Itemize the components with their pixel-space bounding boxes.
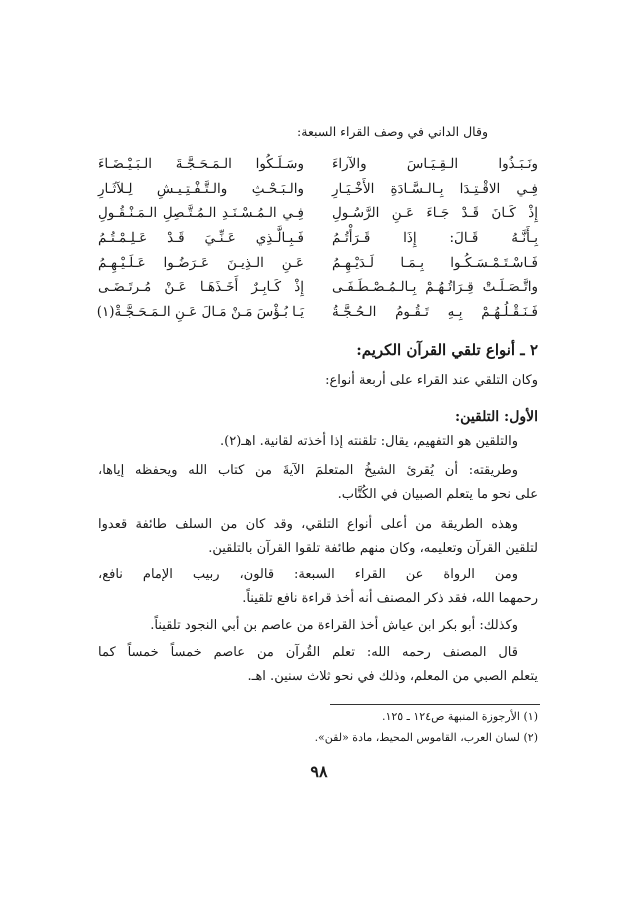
text-line: رحمهما الله، فقد ذكر المصنف أنه أخذ قراءة نافع تلقيناً. — [242, 591, 538, 606]
intro-line: وقال الداني في وصف القراء السبعة: — [297, 124, 488, 139]
subsection-heading: الأول: التلقين: — [455, 409, 538, 425]
text-line: على نحو ما يتعلم الصبيان في الكُتَّاب. — [337, 487, 538, 502]
footnote-separator — [330, 704, 540, 705]
verse-second-hemistich: عَـنِ الـذِيـنَ عَـرَضُـوا عَـلَـيْـهِـمُ — [98, 254, 304, 271]
verse-first-hemistich: واتَّـصَـلَـتْ قِـرَاتُـهُـمْ بِـالـمُـصْـطَـفَـى — [332, 279, 538, 296]
text-line: وكذلك: أبو بكر ابن عياش أخذ القراءة من عاصم بن أبي النجود تلقيناً. — [150, 618, 518, 633]
poem-verse — [98, 300, 538, 325]
verse-first-hemistich: إِذْ كَـانَ قَـدْ جَـاءَ عَـنِ الرَّسُـولِ — [332, 205, 538, 222]
verse-first-hemistich: بِـأَنَّـهُ قَـالَ: إِذَا قَـرَأْتُـمُ — [332, 230, 538, 247]
poem-verse — [98, 152, 538, 177]
page-number: ٩٨ — [310, 762, 328, 781]
verse-second-hemistich: والـبَـحْـثِ والـتَّـفْـتِـيـشِ لِـلآثَـارِ — [98, 180, 304, 197]
poem — [98, 152, 538, 324]
verse-first-hemistich: فَـنَـقْـلُـهُـمْ بِـهِ تَـقُـومُ الـحُـجَّـةُ — [332, 303, 538, 320]
poem-verse — [98, 250, 538, 275]
paragraph-method — [98, 459, 538, 507]
verse-first-hemistich: ونَـبَـذُوا الـقِـيَـاسَ والآراءَ — [332, 156, 538, 173]
verse-first-hemistich: فَـاسْـتَـمْـسَـكُـوا بِـمَـا لَـدَيْـهِـمُ — [332, 254, 538, 271]
footnote: (٢) لسان العرب، القاموس المحيط، مادة «لقن». — [314, 731, 538, 744]
text-line: لتلقين القرآن وتعليمه، وكان منهم طائفة تلقوا القرآن بالتلقين. — [208, 541, 538, 556]
verse-second-hemistich: يَـا بُـؤْسَ مَـنْ مَـالَ عَـنِ الـمَـحَـجَّـةْ(١) — [96, 303, 304, 320]
paragraph-author-quote — [98, 641, 538, 689]
text-line: وهذه الطريقة من أعلى أنواع التلقي، وقد كان من السلف طائفة قعدوا — [98, 517, 518, 532]
text-line: ومن الرواة عن القراء السبعة: قالون، ربيب الإمام نافع، — [98, 567, 518, 582]
poem-verse — [98, 275, 538, 300]
paragraph-abu-bakr — [98, 614, 538, 638]
text-line: قال المصنف رحمه الله: تعلم القُرآن من عاصم خمساً خمساً كما — [98, 645, 518, 660]
paragraph-ranking — [98, 513, 538, 561]
section-heading: ٢ ـ أنواع تلقي القرآن الكريم: — [356, 341, 538, 359]
text-line: والتلقين هو التفهيم، يقال: تلقنته إذا أخذته لقانية. اهـ(٢). — [220, 434, 518, 449]
text-line: يتعلم الصبي من المعلم، وذلك في نحو ثلاث سنين. اهـ. — [247, 669, 538, 684]
paragraph-definition — [98, 430, 538, 454]
paragraph-qalun — [98, 563, 538, 611]
verse-second-hemistich: فِـي الـمُـسْـنَـدِ الـمُـتَّـصِلِ الـمَـنْـقُـولِ — [98, 205, 304, 222]
footnote: (١) الأرجوزة المنبهة ص١٢٤ ـ ١٢٥. — [381, 710, 538, 723]
verse-first-hemistich: فِـي الاقْـتِـدَا بِـالـسَّـادَةِ الأَخْـيَـارِ — [332, 180, 538, 197]
verse-second-hemistich: وسَـلَـكُوا الـمَـحَـجَّـةَ الـبَـيْـضَـاءَ — [98, 156, 304, 173]
poem-verse — [98, 177, 538, 202]
verse-second-hemistich: فَـبِـالَّـذِي عَـنِّـيَ قَـدْ عَـلِـمْـتُـمُ — [98, 230, 304, 247]
verse-second-hemistich: إِذْ كَـابِـرٌ أَخَـذَهَـا عَـنْ مُـرتَـضَـى — [98, 279, 304, 296]
poem-verse — [98, 201, 538, 226]
section-intro: وكان التلقي عند القراء على أربعة أنواع: — [325, 373, 538, 388]
poem-verse — [98, 226, 538, 251]
text-line: وطريقته: أن يُقرئ الشيخُ المتعلمَ الآيةَ من كتاب الله ويحفظه إياها، — [98, 463, 518, 478]
